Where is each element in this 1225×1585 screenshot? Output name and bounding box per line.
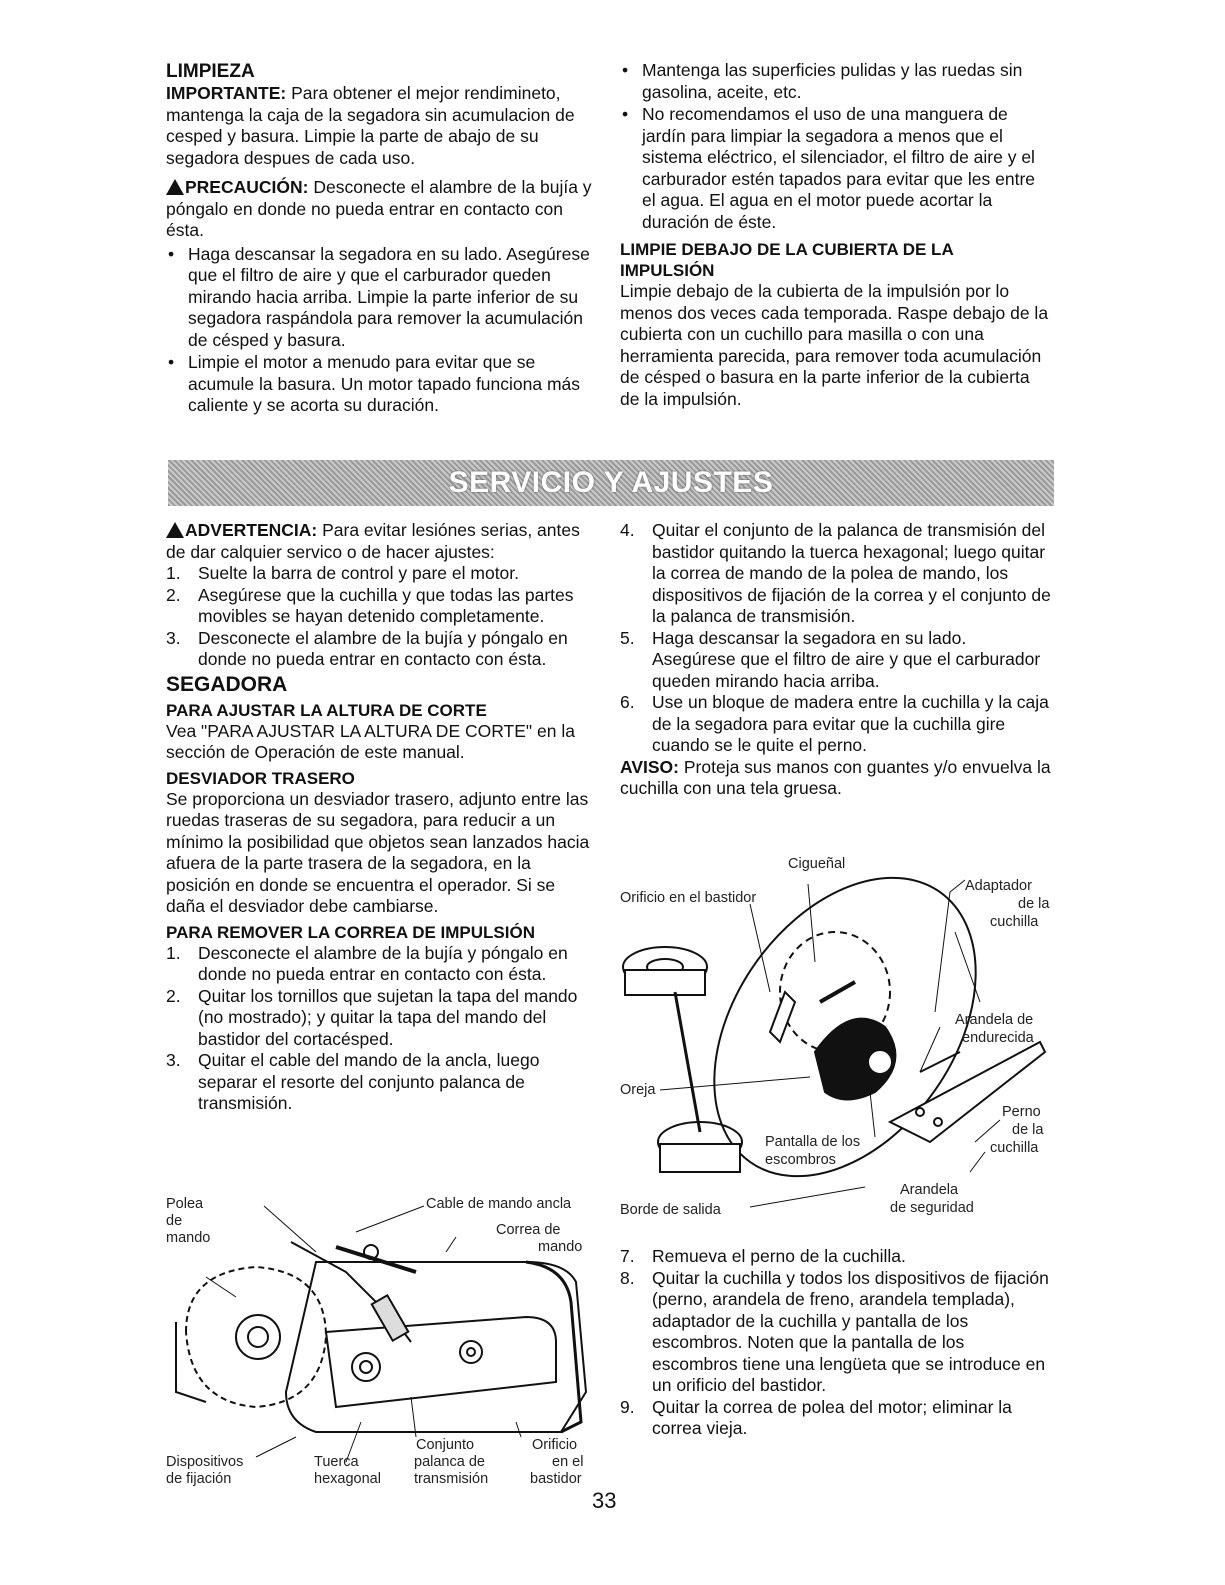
- limpieza-section: [166, 60, 594, 418]
- step-number: 7.: [620, 1246, 635, 1266]
- list-item: [620, 1246, 1052, 1268]
- importante-text: Para obtener el mejor rendimineto, mantenga la caja de la segadora sin acumulacion de cesped y basura. Limpie la parte de abajo de su segadora despues de cada uso.: [166, 83, 575, 168]
- list-item: [620, 692, 1052, 757]
- page-number: 33: [592, 1488, 617, 1513]
- aviso-text: Proteja sus manos con guantes y/o envuelva la cuchilla con una tela gruesa.: [620, 756, 1051, 798]
- label-perno: Perno: [1002, 1104, 1041, 1120]
- step-number: 1.: [166, 563, 181, 583]
- altura-heading: PARA AJUSTAR LA ALTURA DE CORTE: [166, 700, 487, 720]
- step-number: 4.: [620, 520, 635, 540]
- step-number: 1.: [166, 942, 181, 963]
- precaucion-label: PRECAUCIÓN:: [185, 177, 309, 197]
- list-item: [166, 1050, 598, 1115]
- banner-title: SERVICIO Y AJUSTES: [448, 466, 774, 499]
- list-item: • Limpie el motor a menudo para evitar que se acumule la basura. Un motor tapado funciona más caliente y se acorta su duración.: [166, 352, 594, 417]
- step-number: 2.: [166, 985, 181, 1006]
- step-text: Desconecte el alambre de la bujía y póngalo en donde no pueda entrar en contacto con ésta.: [198, 627, 568, 669]
- aviso-paragraph: [620, 757, 1052, 800]
- removal-steps-continued: [620, 1246, 1052, 1440]
- label-mando: mando: [166, 1230, 211, 1246]
- list-item: • No recomendamos el uso de una manguera de jardín para limpiar la segadora a menos que el sistema eléctrico, el silenciador, el filtro de aire y el carburador estén tapados para evitar que les entre el agua. El agua en el motor puede acortar la duración de éste.: [620, 104, 1052, 233]
- step-number: 3.: [166, 1050, 181, 1070]
- list-item: • Mantenga las superficies pulidas y las ruedas sin gasolina, aceite, etc.: [620, 60, 1052, 103]
- step-number: 5.: [620, 627, 635, 648]
- list-item: [620, 1268, 1052, 1397]
- list-item: [620, 520, 1052, 628]
- desviador-text: Se proporciona un desviador trasero, adjunto entre las ruedas traseras de su segadora, para reducir a un mínimo la posibilidad que objetos sean lanzados hacia afuera de la parte trasera de la segadora, en la posición en donde se encuentra el operador. Si se daña el desviador debe cambiarse.: [166, 788, 590, 916]
- removal-steps: [620, 520, 1052, 757]
- list-item: [620, 1397, 1052, 1440]
- label-de-seguridad: de seguridad: [890, 1200, 974, 1216]
- label-perno-de-la: de la: [1012, 1122, 1044, 1138]
- step-text: Use un bloque de madera entre la cuchilla y la caja de la segadora para evitar que la cuchilla gire cuando se le quite el perno.: [652, 692, 1049, 755]
- step-text: Quitar la correa de polea del motor; eliminar la correa vieja.: [652, 1396, 1012, 1438]
- steps-after-list: [620, 1246, 1052, 1440]
- servicio-right-column: [620, 520, 1052, 800]
- limpieza-bullets: [166, 244, 594, 417]
- section-banner: [168, 460, 1054, 506]
- list-item: [620, 628, 1052, 693]
- advertencia-paragraph: [166, 520, 598, 563]
- label-adaptador-cuchilla: cuchilla: [990, 914, 1039, 930]
- step-number: 2.: [166, 584, 181, 605]
- label-conjunto: Conjunto: [416, 1437, 475, 1453]
- segadora-heading: SEGADORA: [166, 672, 288, 696]
- label-oreja: Oreja: [620, 1082, 656, 1098]
- step-text: Remueva el perno de la cuchilla.: [652, 1246, 906, 1266]
- limpie-cubierta-section: [620, 60, 1052, 410]
- list-item: [166, 628, 598, 671]
- label-cable: Cable de mando ancla: [426, 1196, 572, 1212]
- step-number: 6.: [620, 692, 635, 712]
- step-text: Quitar el cable del mando de la ancla, luego separar el resorte del conjunto palanca de transmisión.: [198, 1050, 540, 1113]
- step-text: Asegúrese que la cuchilla y que todas las partes movibles se hayan detenido completamente.: [198, 584, 574, 626]
- list-item: [166, 986, 598, 1051]
- blade-assembly-figure: [620, 852, 1054, 1222]
- precaucion-text: Desconecte el alambre de la bujía y póngalo en donde no pueda entrar en contacto con ésta.: [166, 177, 592, 240]
- label-arandela: Arandela: [900, 1182, 959, 1198]
- correa-heading: PARA REMOVER LA CORREA DE IMPULSIÓN: [166, 922, 535, 942]
- step-text: Quitar la cuchilla y todos los dispositivos de fijación (perno, arandela de freno, arandela templada), adaptador de la cuchilla y pantalla de los escombros. Noten que la pantalla de los escombros tiene una lengüeta que se introduce en un orificio del bastidor.: [652, 1267, 1049, 1395]
- label-pantalla: Pantalla de los: [765, 1134, 861, 1150]
- cubierta-heading: LIMPIE DEBAJO DE LA CUBIERTA DE LA IMPULSIÓN: [620, 240, 954, 280]
- drive-belt-figure: [166, 1192, 600, 1492]
- label-endurecida: endurecida: [962, 1030, 1034, 1046]
- label-adaptador: Adaptador: [965, 878, 1032, 894]
- precaucion-paragraph: [166, 177, 594, 242]
- label-fijacion: de fijación: [166, 1471, 232, 1487]
- advertencia-steps: [166, 563, 598, 671]
- step-number: 8.: [620, 1267, 635, 1288]
- label-tuerca: Tuerca: [314, 1454, 359, 1470]
- label-ciguenal: Cigueñal: [788, 856, 846, 872]
- step-number: 3.: [166, 627, 181, 648]
- list-item: [166, 943, 598, 986]
- label-borde-salida: Borde de salida: [620, 1202, 721, 1218]
- label-perno-cuchilla: cuchilla: [990, 1140, 1039, 1156]
- step-text: Desconecte el alambre de la bujía y póngalo en donde no pueda entrar en contacto con ésta.: [198, 942, 568, 984]
- label-arandela-de: Arandela de: [955, 1012, 1034, 1028]
- aviso-label: AVISO:: [620, 756, 679, 777]
- label-de: de: [166, 1213, 183, 1229]
- correa-steps: [166, 943, 598, 1115]
- label-en-el: en el: [552, 1454, 584, 1470]
- step-text: Haga descansar la segadora en su lado. Asegúrese que el filtro de aire y que el carburador queden mirando hacia arriba.: [652, 627, 1041, 691]
- desviador-heading: DESVIADOR TRASERO: [166, 768, 355, 788]
- importante-label: IMPORTANTE:: [166, 83, 287, 103]
- label-palanca: palanca de: [414, 1454, 485, 1470]
- label-correa-mando: mando: [538, 1239, 583, 1255]
- list-item: [166, 563, 598, 585]
- list-item: [166, 585, 598, 628]
- warning-icon: [166, 179, 184, 195]
- step-text: Suelte la barra de control y pare el motor.: [198, 563, 520, 583]
- advertencia-label: ADVERTENCIA:: [185, 520, 318, 540]
- step-text: Quitar el conjunto de la palanca de transmisión del bastidor quitando la tuerca hexagonal; luego quitar la correa de mando de la polea de mando, los dispositivos de fijación de la correa y el conjunto de la palanca de transmisión.: [652, 520, 1051, 626]
- label-dispositivos: Dispositivos: [166, 1454, 244, 1470]
- label-orificio-bastidor: Orificio en el bastidor: [620, 890, 757, 906]
- importante-paragraph: [166, 83, 594, 169]
- altura-text: Vea "PARA AJUSTAR LA ALTURA DE CORTE" en la sección de Operación de este manual.: [166, 720, 575, 762]
- label-transmision: transmisión: [414, 1471, 489, 1487]
- servicio-left-column: [166, 520, 598, 1115]
- label-correa: Correa de: [496, 1222, 561, 1238]
- label-orificio: Orificio: [532, 1437, 578, 1453]
- label-polea: Polea: [166, 1196, 204, 1212]
- step-number: 9.: [620, 1396, 635, 1417]
- label-hexagonal: hexagonal: [314, 1471, 381, 1487]
- label-escombros: escombros: [765, 1152, 836, 1168]
- cubierta-text: Limpie debajo de la cubierta de la impulsión por lo menos dos veces cada temporada. Raspe debajo de la cubierta con un cuchillo para masilla o con una herramienta parecida, para remover toda acumulación de césped o basura en la parte inferior de la cubierta de la impulsión.: [620, 281, 1049, 409]
- step-text: Quitar los tornillos que sujetan la tapa del mando (no mostrado); y quitar la tapa del mando del bastidor del cortacésped.: [198, 985, 578, 1049]
- label-adaptador-de-la: de la: [1018, 896, 1050, 912]
- list-item: • Haga descansar la segadora en su lado. Asegúrese que el filtro de aire y que el carburador queden mirando hacia arriba. Limpie la parte inferior de su segadora raspándola para remover la acumulación de césped y basura.: [166, 244, 594, 352]
- limpieza-heading: LIMPIEZA: [166, 61, 255, 82]
- col2-bullets: [620, 60, 1052, 233]
- advertencia-text: Para evitar lesiónes serias, antes de dar calquier servico o de hacer ajustes:: [166, 520, 580, 562]
- warning-icon: [166, 522, 184, 538]
- label-bastidor: bastidor: [530, 1471, 582, 1487]
